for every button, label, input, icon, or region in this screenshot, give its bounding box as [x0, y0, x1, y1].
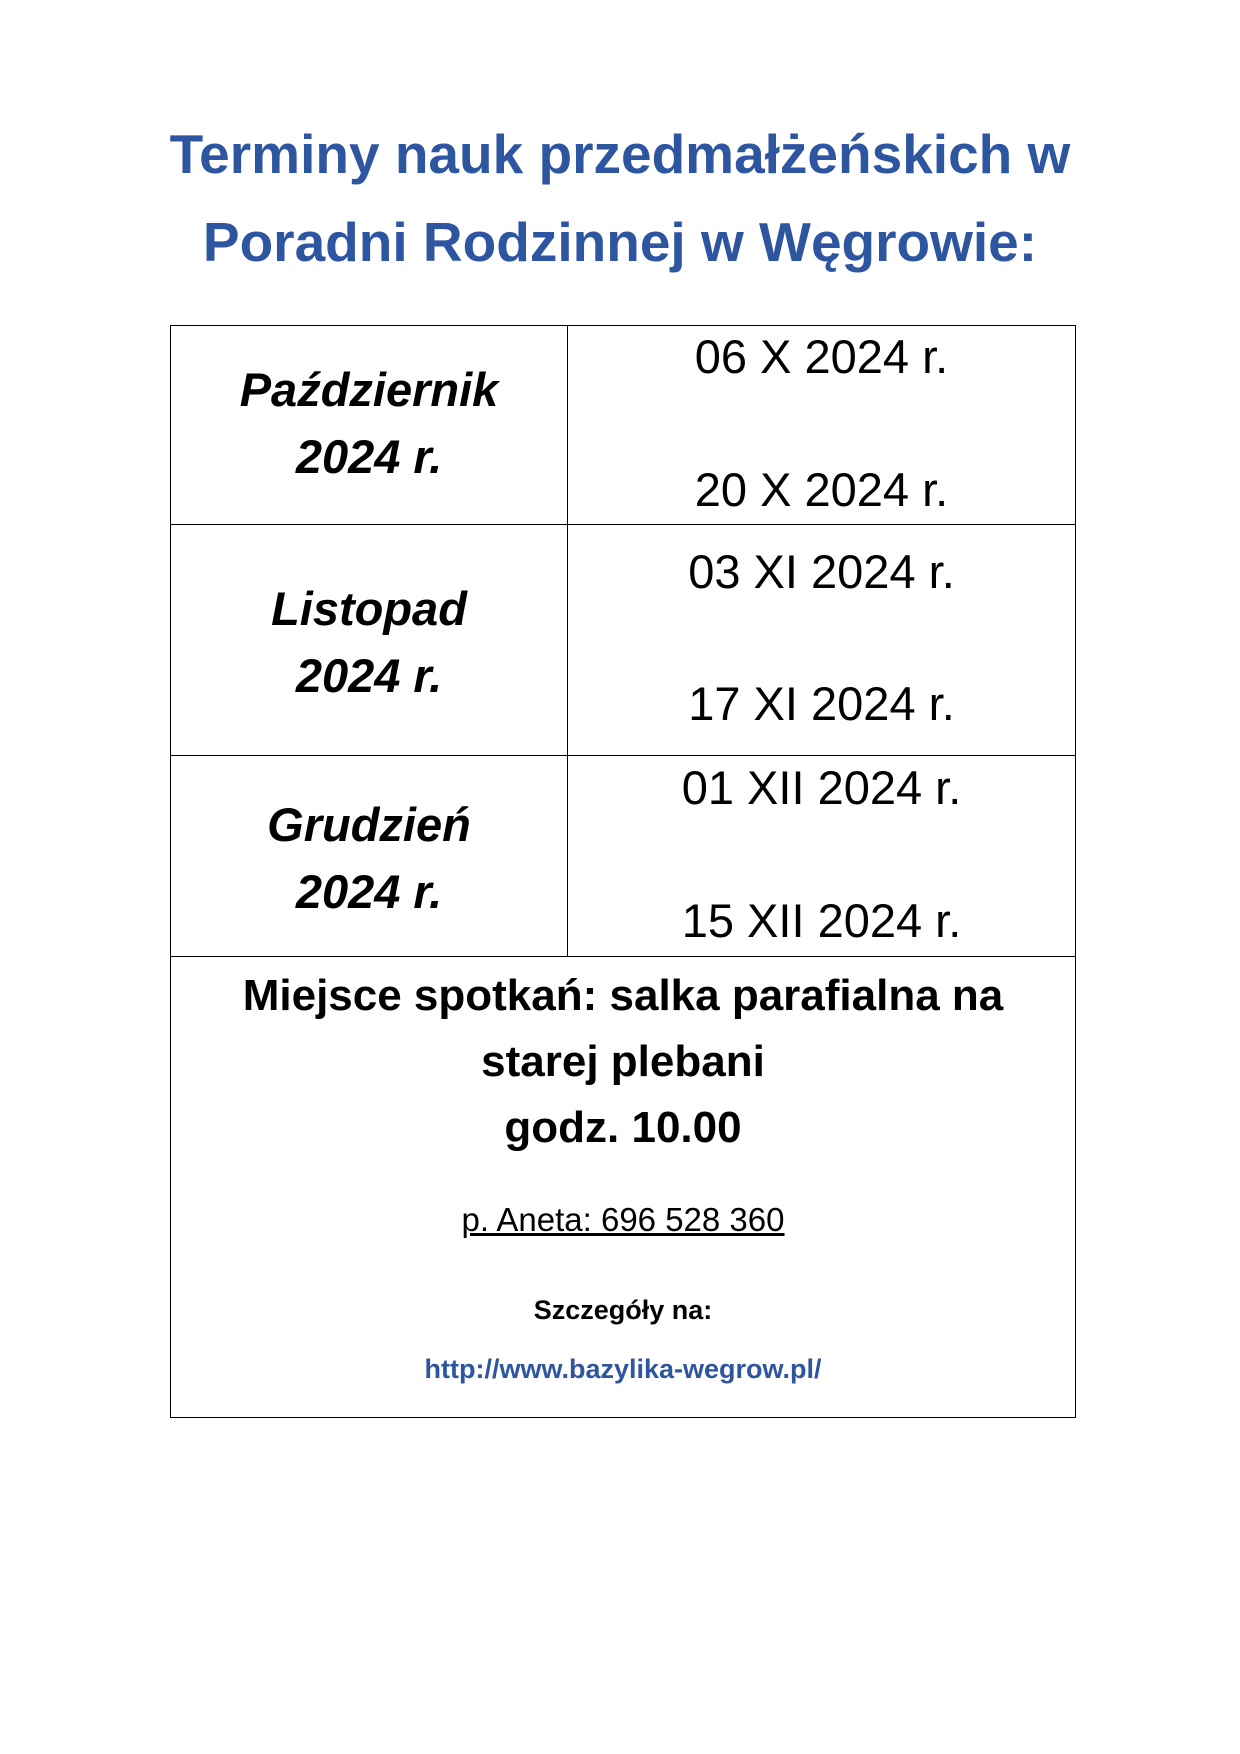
month-name: Grudzień — [267, 798, 471, 851]
month-label — [171, 356, 567, 490]
details-label: Szczegóły na: — [533, 1295, 713, 1325]
month-year: 2024 r. — [295, 865, 443, 918]
month-cell — [171, 525, 568, 755]
table-row-october — [171, 326, 1075, 525]
meeting-place — [171, 963, 1075, 1161]
date-entry: 06 X 2024 r. — [694, 330, 949, 383]
dates-cell — [568, 756, 1075, 956]
month-label — [171, 575, 567, 709]
title-line-1: Terminy nauk przedmałżeńskich w — [169, 123, 1071, 185]
date-entry: 20 X 2024 r. — [694, 463, 949, 516]
contact-line — [171, 1200, 1075, 1240]
date-entry: 15 XII 2024 r. — [681, 894, 962, 947]
meeting-info-cell — [171, 957, 1075, 1417]
date-entry: 03 XI 2024 r. — [688, 545, 955, 598]
month-cell — [171, 756, 568, 956]
page-title — [100, 110, 1140, 286]
schedule-table — [170, 325, 1076, 1418]
table-row-december — [171, 756, 1075, 957]
month-year: 2024 r. — [295, 649, 443, 702]
title-line-2: Poradni Rodzinnej w Węgrowie: — [202, 211, 1038, 273]
website-link[interactable]: http://www.bazylika-wegrow.pl/ — [424, 1354, 822, 1384]
dates-cell — [568, 326, 1075, 524]
month-year: 2024 r. — [295, 430, 443, 483]
table-row-november — [171, 525, 1075, 756]
meeting-place-line-2: starej plebani — [481, 1037, 765, 1086]
date-entry: 17 XI 2024 r. — [688, 677, 955, 730]
month-label — [171, 791, 567, 925]
month-cell — [171, 326, 568, 524]
month-name: Listopad — [271, 582, 467, 635]
meeting-place-line-1: Miejsce spotkań: salka parafialna na — [242, 971, 1004, 1020]
dates-cell — [568, 525, 1075, 755]
date-entry: 01 XII 2024 r. — [681, 761, 962, 814]
month-name: Październik — [239, 363, 499, 416]
contact-phone[interactable]: p. Aneta: 696 528 360 — [461, 1201, 785, 1238]
meeting-time: godz. 10.00 — [504, 1103, 742, 1152]
